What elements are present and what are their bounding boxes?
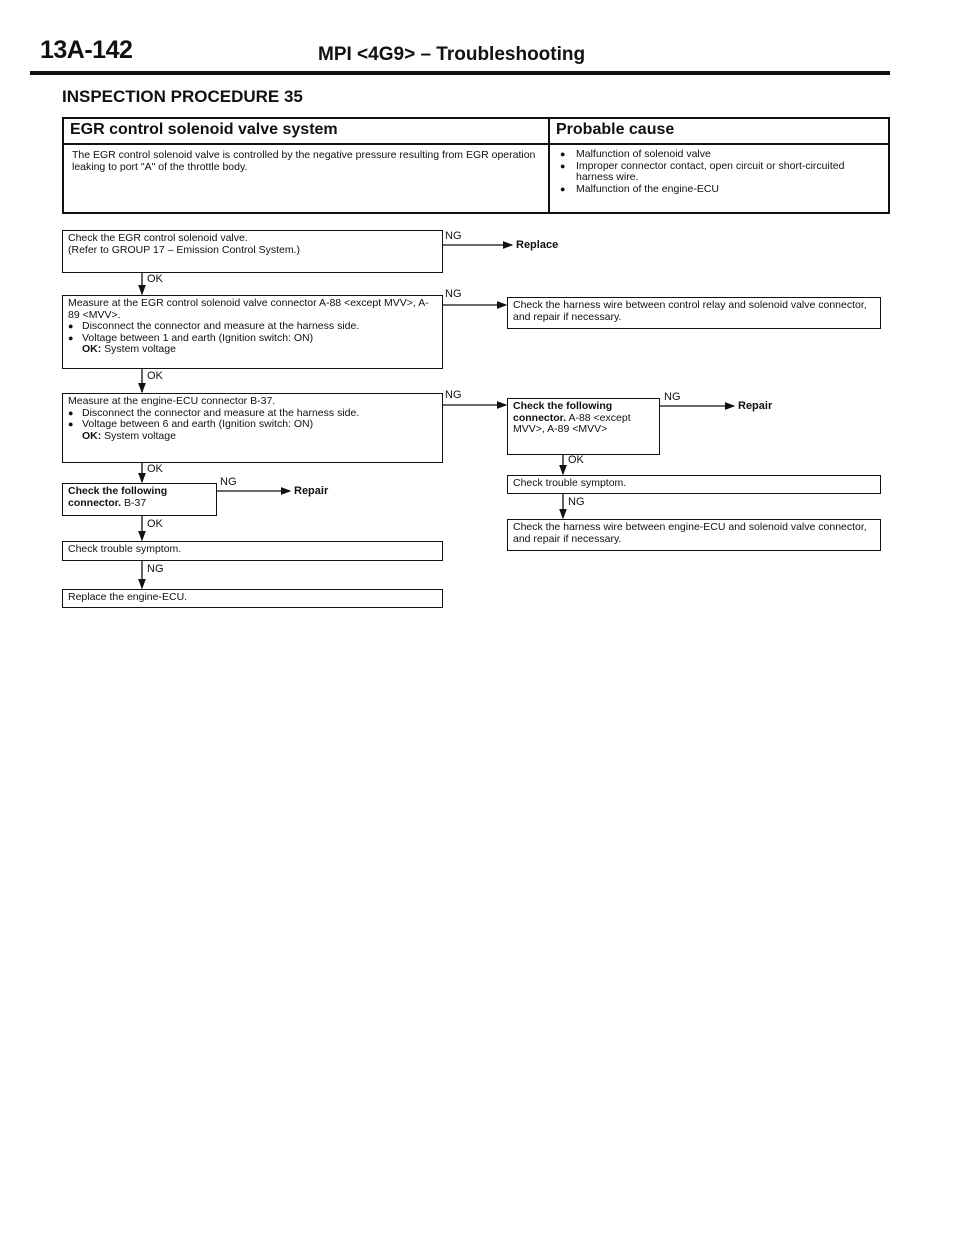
check-connector-text: Check the following connector.: [513, 400, 613, 424]
replace-result: Replace: [516, 239, 559, 251]
step-check-connector-b37: [62, 483, 217, 516]
ng-label: NG: [147, 563, 164, 575]
connector-ids: B-37: [124, 496, 147, 509]
ok-label: OK: [147, 273, 163, 285]
procedure-title: INSPECTION PROCEDURE 35: [62, 87, 303, 106]
step-check-harness-ecu: Check the harness wire between engine-ECU and solenoid valve connector, and repair if necessary.: [507, 519, 881, 551]
ng-label: NG: [220, 476, 237, 488]
page-title: MPI <4G9> – Troubleshooting: [318, 44, 586, 65]
ok-criteria-value: System voltage: [104, 429, 176, 442]
step3-bullet: ● Voltage between 6 and earth (Ignition switch: ON): [68, 419, 437, 431]
cause-item: ● Improper connector contact, open circuit or short-circuited harness wire.: [560, 161, 880, 184]
step3-line: Measure at the engine-ECU connector B-37.: [68, 395, 276, 407]
step-measure-ecu-connector: [62, 393, 443, 463]
ng-label: NG: [568, 496, 585, 508]
ng-label: NG: [445, 230, 462, 242]
step2-bullet: ● Voltage between 1 and earth (Ignition switch: ON): [68, 333, 437, 345]
step-measure-solenoid-connector: [62, 295, 443, 369]
ng-label: NG: [445, 389, 462, 401]
step-check-trouble-symptom-right: Check trouble symptom.: [507, 475, 881, 494]
step-check-connector-a88-a89: [507, 398, 660, 455]
step1-line: (Refer to GROUP 17 – Emission Control System.): [68, 243, 301, 256]
system-heading: EGR control solenoid valve system: [64, 119, 548, 145]
step2-line: Measure at the EGR control solenoid valve connector A-88 <except MVV>, A-89 <MVV>.: [68, 297, 429, 321]
ok-criteria-label: OK:: [82, 429, 102, 442]
ok-criteria-label: OK:: [82, 343, 102, 355]
step3-bullet: ● Disconnect the connector and measure at the harness side.: [68, 408, 437, 420]
step3-ok-criteria: [68, 431, 437, 443]
page-number: 13A-142: [40, 36, 133, 64]
step-replace-engine-ecu: Replace the engine-ECU.: [62, 589, 443, 608]
ok-label: OK: [568, 454, 584, 466]
step-check-trouble-symptom-left: Check trouble symptom.: [62, 541, 443, 561]
ok-label: OK: [147, 518, 163, 530]
ng-label: NG: [664, 391, 681, 403]
ok-label: OK: [147, 463, 163, 475]
ok-criteria-value: System voltage: [104, 343, 176, 355]
ok-label: OK: [147, 370, 163, 382]
probable-cause-heading: Probable cause: [550, 119, 888, 145]
repair-result: Repair: [738, 400, 773, 412]
step2-bullet: ● Disconnect the connector and measure at the harness side.: [68, 321, 437, 333]
step-check-solenoid-valve: [62, 230, 443, 273]
step-check-harness-relay: Check the harness wire between control relay and solenoid valve connector, and repair if necessary.: [507, 297, 881, 329]
step1-line: Check the EGR control solenoid valve.: [68, 232, 248, 244]
repair-result: Repair: [294, 485, 329, 497]
ng-label: NG: [445, 288, 462, 300]
check-connector-text: Check the following connector.: [68, 485, 168, 509]
connector-ids: A-88 <except MVV>, A-89 <MVV>: [513, 411, 631, 435]
cause-item: ● Malfunction of solenoid valve: [560, 149, 880, 161]
system-description-text: The EGR control solenoid valve is controlled by the negative pressure resulting from EGR operation leaking to port "A" of the throttle body.: [72, 149, 536, 173]
step2-ok-criteria: [68, 344, 437, 356]
cause-item: ● Malfunction of the engine-ECU: [560, 184, 880, 196]
